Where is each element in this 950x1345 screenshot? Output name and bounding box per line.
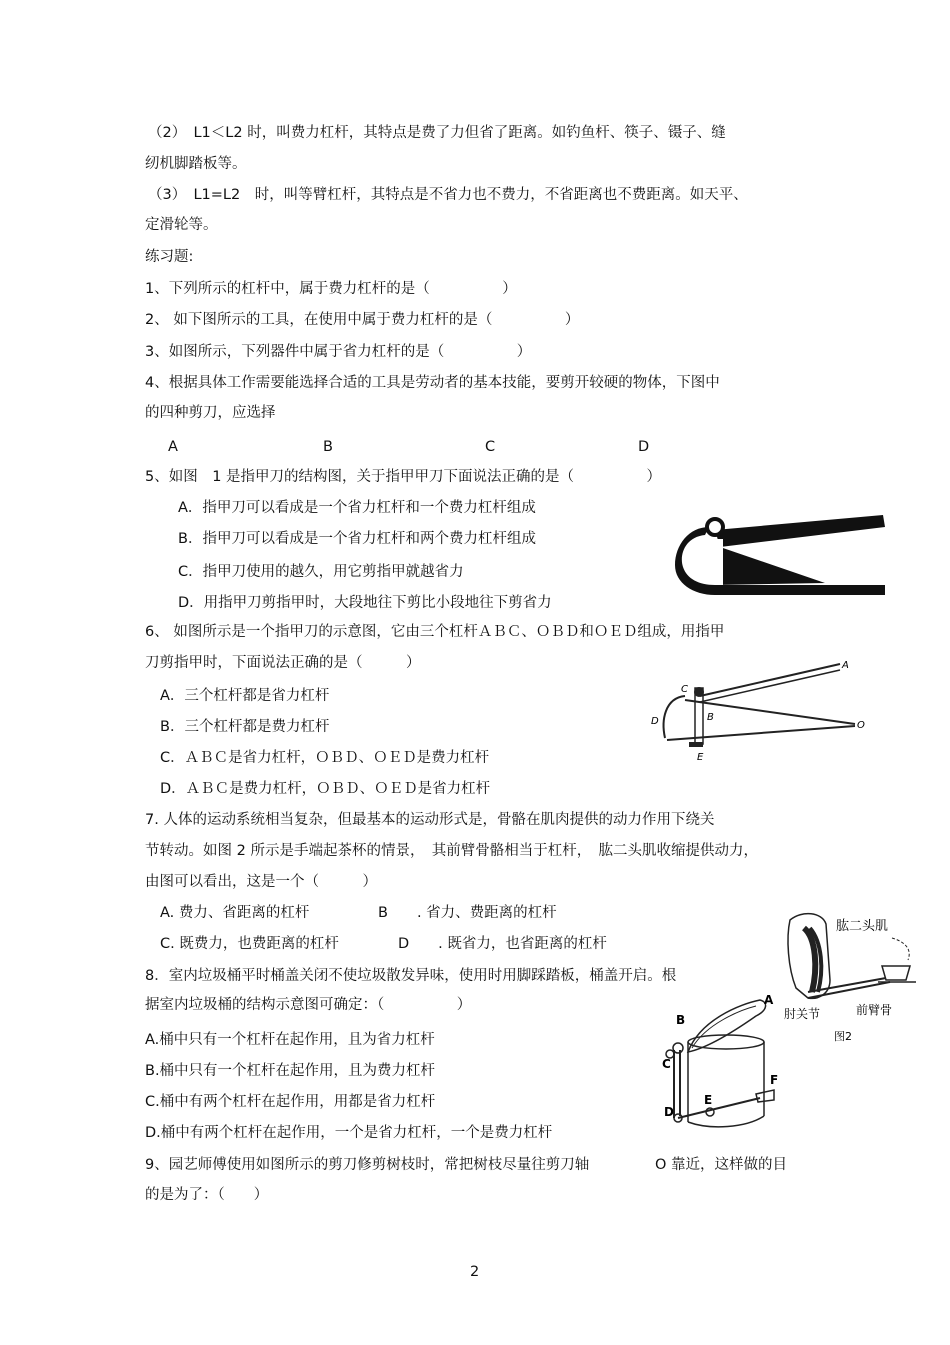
q4-option-b: B <box>323 439 333 455</box>
question-4-line-1: 4、根据具体工作需要能选择合适的工具是劳动者的基本技能，要剪开较硬的物体，下图中 <box>145 375 720 391</box>
arm-lever-figure <box>782 908 922 1050</box>
bin-label-f: F <box>770 1073 779 1087</box>
arm-label-elbow: 肘关节 <box>784 1007 821 1021</box>
bin-label-e: E <box>704 1093 713 1107</box>
question-1: 1、下列所示的杠杆中，属于费力杠杆的是（ ） <box>145 281 517 297</box>
text-line-2: 纫机脚踏板等。 <box>145 156 247 172</box>
q5-option-a: A．指甲刀可以看成是一个省力杠杆和一个费力杠杆组成 <box>178 500 536 516</box>
question-6-line-2: 刀剪指甲时，下面说法正确的是（ ） <box>145 655 421 671</box>
question-6-line-1: 6、 如图所示是一个指甲刀的示意图，它由三个杠杆ＡＢＣ、ＯＢＤ和ＯＥＤ组成，用指甲 <box>145 624 725 640</box>
trash-bin-figure <box>660 990 788 1140</box>
clipper-label-e: E <box>697 752 704 763</box>
question-7-line-1: 7. 人体的运动系统相当复杂，但最基本的运动形式是，骨骼在肌肉提供的动力作用下绕关 <box>145 812 715 828</box>
question-5: 5、如图 1 是指甲刀的结构图，关于指甲甲刀下面说法正确的是（ ） <box>145 469 662 485</box>
q4-option-c: C <box>485 439 496 455</box>
q5-option-c: C．指甲刀使用的越久，用它剪指甲就越省力 <box>178 564 464 580</box>
question-4-line-2: 的四种剪刀，应选择 <box>145 405 276 421</box>
arm-figure-caption: 图2 <box>834 1030 852 1043</box>
q6-option-c: C．ＡＢＣ是省力杠杆，ＯＢＤ、ＯＥＤ是费力杠杆 <box>160 750 490 766</box>
q4-option-d: D <box>638 439 650 455</box>
q5-option-b: B．指甲刀可以看成是一个省力杠杆和两个费力杠杆组成 <box>178 531 536 547</box>
bin-label-c: C <box>662 1057 671 1071</box>
q4-option-a: A <box>168 439 178 455</box>
q5-option-d: D．用指甲刀剪指甲时，大段地往下剪比小段地往下剪省力 <box>178 595 552 611</box>
q6-option-a: A．三个杠杆都是省力杠杆 <box>160 688 330 704</box>
q8-option-b: B.桶中只有一个杠杆在起作用，且为费力杠杆 <box>145 1063 436 1079</box>
clipper-label-o: O <box>857 720 865 731</box>
text-line-3: （3） L1=L2 时，叫等臂杠杆，其特点是不省力也不费力，不省距离也不费距离。如天平、 <box>148 187 748 203</box>
question-9-line-1a: 9、园艺师傅使用如图所示的剪刀修剪树枝时，常把树枝尽量往剪刀轴 <box>145 1157 590 1173</box>
page-number: 2 <box>470 1264 480 1280</box>
q8-option-a: A.桶中只有一个杠杆在起作用，且为省力杠杆 <box>145 1032 435 1048</box>
q6-option-b: B．三个杠杆都是费力杠杆 <box>160 719 330 735</box>
q7-option-b: B . 省力、费距离的杠杆 <box>378 905 557 921</box>
q8-option-c: C.桶中有两个杠杆在起作用，用都是省力杠杆 <box>145 1094 436 1110</box>
clipper-label-c: C <box>681 684 688 695</box>
clipper-label-d: D <box>651 716 659 727</box>
text-line-1: （2） L1＜L2 时，叫费力杠杆，其特点是费了力但省了距离。如钓鱼杆、筷子、镊子、缝 <box>148 125 726 141</box>
question-7-line-3: 由图可以看出，这是一个（ ） <box>145 874 377 890</box>
section-title-exercises: 练习题: <box>145 249 194 265</box>
arm-label-biceps: 肱二头肌 <box>836 919 889 934</box>
question-8-line-2: 据室内垃圾桶的结构示意图可确定：（ ） <box>145 997 472 1013</box>
q8-option-d: D.桶中有两个杠杆在起作用，一个是省力杠杆，一个是费力杠杆 <box>145 1125 553 1141</box>
nail-clipper-figure <box>675 505 890 600</box>
question-7-line-2: 节转动。如图 2 所示是手端起茶杯的情景， 其前臂骨骼相当于杠杆， 肱二头肌收缩提供动力， <box>145 843 758 859</box>
arm-label-forearm: 前臂骨 <box>856 1003 893 1017</box>
question-9-line-1b: O 靠近，这样做的目 <box>655 1157 788 1173</box>
clipper-label-b: B <box>707 712 714 723</box>
clipper-label-a: A <box>842 660 849 671</box>
question-3: 3、如图所示，下列器件中属于省力杠杆的是（ ） <box>145 344 532 360</box>
question-9-line-2: 的是为了：（ ） <box>145 1187 269 1203</box>
question-2: 2、 如下图所示的工具，在使用中属于费力杠杆的是（ ） <box>145 312 580 328</box>
bin-label-d: D <box>664 1105 674 1119</box>
bin-label-a: A <box>764 993 774 1007</box>
q7-option-c: C. 既费力，也费距离的杠杆 <box>160 936 339 952</box>
q6-option-d: D．ＡＢＣ是费力杠杆，ＯＢＤ、ＯＥＤ是省力杠杆 <box>160 781 491 797</box>
nail-clipper-schematic-figure <box>645 658 870 768</box>
bin-label-b: B <box>676 1013 686 1027</box>
q7-option-d: D . 既省力，也省距离的杠杆 <box>398 936 607 952</box>
question-8-line-1: 8．室内垃圾桶平时桶盖关闭不使垃圾散发异味，使用时用脚踩踏板，桶盖开启。根 <box>145 968 677 984</box>
text-line-4: 定滑轮等。 <box>145 217 218 233</box>
q7-option-a: A. 费力、省距离的杠杆 <box>160 905 310 921</box>
